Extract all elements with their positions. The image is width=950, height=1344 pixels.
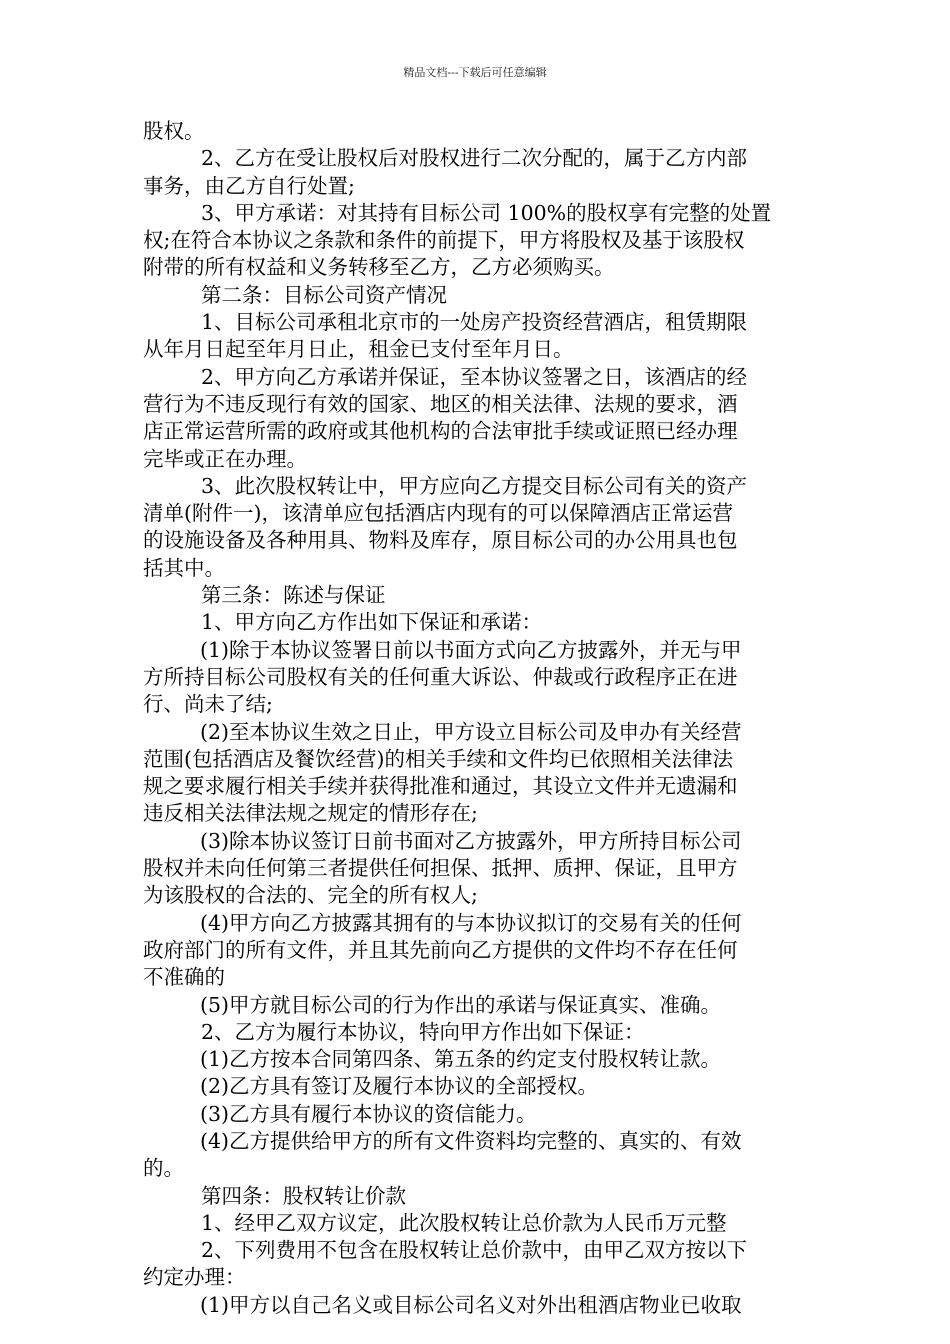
paragraph-line: (4)甲方向乙方披露其拥有的与本协议拟订的交易有关的任何	[200, 910, 742, 935]
paragraph-line: 的。	[143, 1156, 184, 1181]
paragraph-line: 2、下列费用不包含在股权转让总价款中，由甲乙双方按以下	[201, 1238, 748, 1263]
paragraph-line: 为该股权的合法的、完全的所有权人;	[143, 883, 478, 908]
document-body	[143, 118, 808, 1319]
paragraph-line: 3、此次股权转让中，甲方应向乙方提交目标公司有关的资产	[201, 473, 748, 498]
paragraph-line: (5)甲方就目标公司的行为作出的承诺与保证真实、准确。	[200, 992, 722, 1017]
paragraph-line: (1)除于本协议签署日前以书面方式向乙方披露外，并无与甲	[200, 637, 742, 662]
paragraph-line: 2、乙方为履行本协议，特向甲方作出如下保证：	[201, 1019, 645, 1044]
paragraph-line: 约定办理：	[143, 1265, 246, 1290]
paragraph-line: 的设施设备及各种用具、物料及库存，原目标公司的办公用具也包	[143, 528, 738, 553]
paragraph-line: 括其中。	[143, 555, 225, 580]
paragraph-line: (2)至本协议生效之日止，甲方设立目标公司及申办有关经营	[200, 719, 742, 744]
paragraph-line: 1、目标公司承租北京市的一处房产投资经营酒店，租赁期限	[201, 310, 748, 335]
paragraph-line: 清单(附件一)，该清单应包括酒店内现有的可以保障酒店正常运营	[143, 501, 733, 526]
paragraph-line: 1、甲方向乙方作出如下保证和承诺：	[201, 610, 543, 635]
paragraph-line: 方所持目标公司股权有关的任何重大诉讼、仲裁或行政程序正在进	[143, 664, 738, 689]
paragraph-line: 1、经甲乙双方议定，此次股权转让总价款为人民币万元整	[201, 1210, 727, 1235]
paragraph-line: 2、甲方向乙方承诺并保证，至本协议签署之日，该酒店的经	[201, 364, 748, 389]
paragraph-line: 政府部门的所有文件，并且其先前向乙方提供的文件均不存在任何	[143, 937, 738, 962]
page-header: 精品文档---下载后可任意编辑	[403, 66, 547, 79]
paragraph-line: (2)乙方具有签订及履行本协议的全部授权。	[200, 1074, 599, 1099]
paragraph-line: 营行为不违反现行有效的国家、地区的相关法律、法规的要求，酒	[143, 391, 738, 416]
paragraph-line: 第三条：陈述与保证	[201, 583, 386, 608]
paragraph-line: 不准确的	[143, 965, 225, 990]
paragraph-line: 第四条：股权转让价款	[201, 1183, 406, 1208]
paragraph-line: 2、乙方在受让股权后对股权进行二次分配的，属于乙方内部	[201, 146, 748, 171]
paragraph-line: 从年月日起至年月日止，租金已支付至年月日。	[143, 337, 574, 362]
paragraph-line: 规之要求履行相关手续并获得批准和通过，其设立文件并无遗漏和	[143, 774, 738, 799]
paragraph-line: (3)除本协议签订日前书面对乙方披露外，甲方所持目标公司	[200, 828, 742, 853]
paragraph-line: 股权并未向任何第三者提供任何担保、抵押、质押、保证，且甲方	[143, 856, 738, 881]
paragraph-line: 完毕或正在办理。	[143, 446, 307, 471]
paragraph-line: 第二条：目标公司资产情况	[201, 282, 447, 307]
paragraph-line: (4)乙方提供给甲方的所有文件资料均完整的、真实的、有效	[200, 1128, 742, 1153]
paragraph-line: 店正常运营所需的政府或其他机构的合法审批手续或证照已经办理	[143, 419, 738, 444]
paragraph-line: (3)乙方具有履行本协议的资信能力。	[200, 1101, 537, 1126]
paragraph-line: 违反相关法律法规之规定的情形存在;	[143, 801, 478, 826]
paragraph-line: (1)甲方以自己名义或目标公司名义对外出租酒店物业已收取	[200, 1292, 742, 1317]
paragraph-line: 权;在符合本协议之条款和条件的前提下，甲方将股权及基于该股权	[143, 228, 745, 253]
paragraph-line: 行、尚未了结;	[143, 692, 273, 717]
paragraph-line: 范围(包括酒店及餐饮经营)的相关手续和文件均已依照相关法律法	[143, 746, 733, 771]
paragraph-line: (1)乙方按本合同第四条、第五条的约定支付股权转让款。	[200, 1047, 722, 1072]
paragraph-line: 事务，由乙方自行处置;	[143, 173, 355, 198]
paragraph-line: 3、甲方承诺：对其持有目标公司 100%的股权享有完整的处置	[201, 200, 772, 225]
paragraph-line: 股权。	[143, 119, 205, 143]
paragraph-line: 附带的所有权益和义务转移至乙方，乙方必须购买。	[143, 255, 615, 280]
